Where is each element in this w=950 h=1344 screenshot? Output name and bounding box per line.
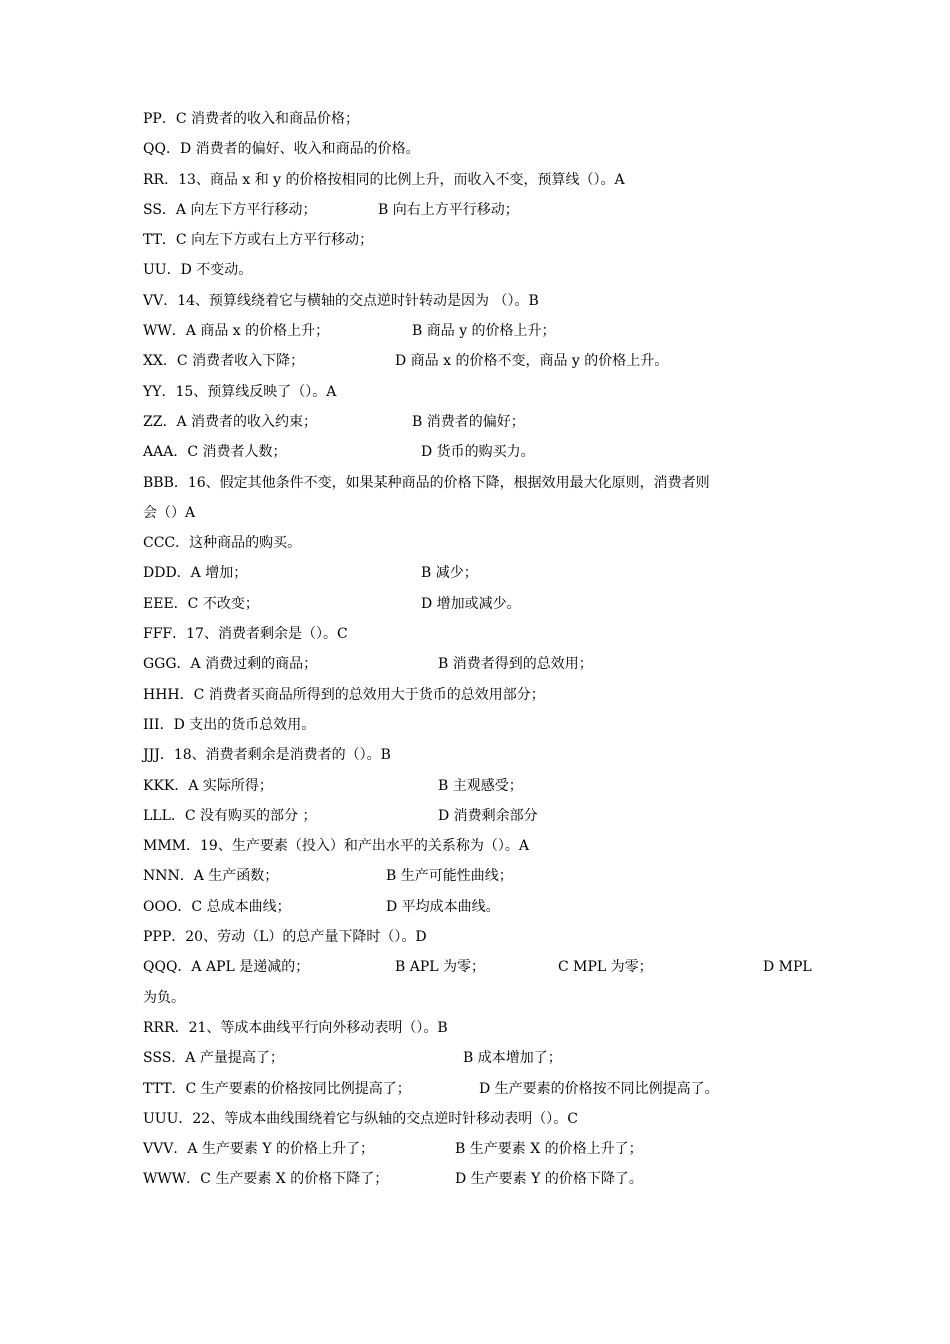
text-line (143, 740, 813, 770)
question-stem: MMM．19、生产要素（投入）和产出水平的关系称为（）。A (143, 838, 529, 855)
option-text: D 生产要素 Y 的价格下降了。 (455, 1171, 643, 1188)
option-text: B 消费者得到的总效用； (438, 656, 593, 673)
text-line (143, 801, 813, 831)
option-text: GGG．A 消费过剩的商品； (143, 656, 318, 673)
text-line (143, 165, 813, 195)
option-text: D MPL (763, 959, 812, 976)
option-text: DDD．A 增加； (143, 565, 248, 582)
option-text: D 平均成本曲线。 (386, 898, 500, 915)
text-line (143, 710, 813, 740)
option-text: III．D 支出的货币总效用。 (143, 716, 316, 733)
text-line (143, 649, 813, 679)
option-text: VVV．A 生产要素 Y 的价格上升了； (143, 1141, 375, 1158)
question-stem: VV．14、预算线绕着它与横轴的交点逆时针转动是因为 （）。B (143, 292, 539, 309)
text-line (143, 922, 813, 952)
text-line (143, 1104, 813, 1134)
option-text: EEE．C 不改变； (143, 595, 259, 612)
text-line (143, 558, 813, 588)
text-line (143, 255, 813, 285)
option-text: D 商品 x 的价格不变，商品 y 的价格上升。 (395, 353, 669, 370)
line-segment: QQ．D 消费者的偏好、收入和商品的价格。 (143, 141, 420, 158)
question-stem: PPP．20、劳动（L）的总产量下降时（）。D (143, 929, 427, 946)
question-stem: JJJ．18、消费者剩余是消费者的（）。B (143, 747, 391, 764)
text-line (143, 952, 813, 982)
option-text: ZZ．A 消费者的收入约束； (143, 413, 318, 430)
text-line (143, 1013, 813, 1043)
question-stem: RRR．21、等成本曲线平行向外移动表明（）。B (143, 1019, 448, 1036)
option-text: QQQ．A APL 是递减的； (143, 959, 310, 976)
text-line (143, 407, 813, 437)
option-text: B 减少； (421, 565, 478, 582)
option-text: D 货币的购买力。 (421, 444, 535, 461)
option-text: B 消费者的偏好； (412, 413, 525, 430)
text-line (143, 134, 813, 164)
option-text: B 主观感受； (438, 777, 523, 794)
text-line (143, 1134, 813, 1164)
text-line (143, 983, 813, 1013)
question-stem: 会（）A (143, 504, 196, 521)
option-text: UU．D 不变动。 (143, 262, 253, 279)
option-text: D 生产要素的价格按不同比例提高了。 (479, 1080, 719, 1097)
text-line (143, 1043, 813, 1073)
text-line (143, 861, 813, 891)
option-text: B APL 为零； (395, 959, 486, 976)
text-line (143, 831, 813, 861)
option-text: 为负。 (143, 989, 185, 1006)
text-line (143, 771, 813, 801)
option-text: LLL．C 没有购买的部分 ； (143, 807, 317, 824)
option-text: SSS．A 产量提高了； (143, 1050, 284, 1067)
option-text: TT．C 向左下方或右上方平行移动； (143, 232, 374, 249)
text-line (143, 377, 813, 407)
option-text: HHH．C 消费者买商品所得到的总效用大于货币的总效用部分； (143, 686, 545, 703)
question-stem: FFF．17、消费者剩余是（）。C (143, 626, 348, 643)
line-segment: CCC．这种商品的购买。 (143, 535, 302, 552)
text-line (143, 468, 813, 498)
option-text: TTT．C 生产要素的价格按同比例提高了； (143, 1080, 411, 1097)
question-stem: BBB．16、假定其他条件不变，如果某种商品的价格下降，根据效用最大化原则，消费者则 (143, 474, 710, 491)
option-text: OOO．C 总成本曲线； (143, 898, 291, 915)
option-text: AAA．C 消费者人数； (143, 444, 287, 461)
text-line (143, 1074, 813, 1104)
text-line (143, 437, 813, 467)
text-line (143, 528, 813, 558)
text-line (143, 195, 813, 225)
option-text: B 成本增加了； (463, 1050, 562, 1067)
option-text: SS．A 向左下方平行移动； (143, 201, 317, 218)
question-stem: UUU．22、等成本曲线围绕着它与纵轴的交点逆时针移动表明（）。C (143, 1110, 578, 1127)
text-line (143, 1164, 813, 1194)
option-text: WWW．C 生产要素 X 的价格下降了； (143, 1171, 389, 1188)
option-text: B 生产可能性曲线； (386, 868, 513, 885)
question-list (143, 104, 813, 1195)
text-line (143, 892, 813, 922)
option-text: WW．A 商品 x 的价格上升； (143, 323, 330, 340)
option-text: NNN．A 生产函数； (143, 868, 279, 885)
text-line (143, 104, 813, 134)
text-line (143, 316, 813, 346)
option-text: KKK．A 实际所得； (143, 777, 273, 794)
text-line (143, 346, 813, 376)
option-text: B 商品 y 的价格上升； (412, 323, 556, 340)
question-stem: RR．13、商品 x 和 y 的价格按相同的比例上升，而收入不变，预算线（）。A (143, 171, 625, 188)
text-line (143, 589, 813, 619)
question-stem: YY．15、预算线反映了（）。A (143, 383, 337, 400)
text-line (143, 619, 813, 649)
option-text: C MPL 为零； (558, 959, 653, 976)
option-text: B 生产要素 X 的价格上升了； (455, 1141, 643, 1158)
text-line (143, 498, 813, 528)
option-text: XX．C 消费者收入下降； (143, 353, 305, 370)
text-line (143, 680, 813, 710)
option-text: D 消费剩余部分 (438, 807, 538, 824)
text-line (143, 286, 813, 316)
line-segment: PP．C 消费者的收入和商品价格； (143, 111, 360, 127)
text-line (143, 225, 813, 255)
option-text: D 增加或减少。 (421, 595, 521, 612)
option-text: B 向右上方平行移动； (378, 201, 519, 218)
